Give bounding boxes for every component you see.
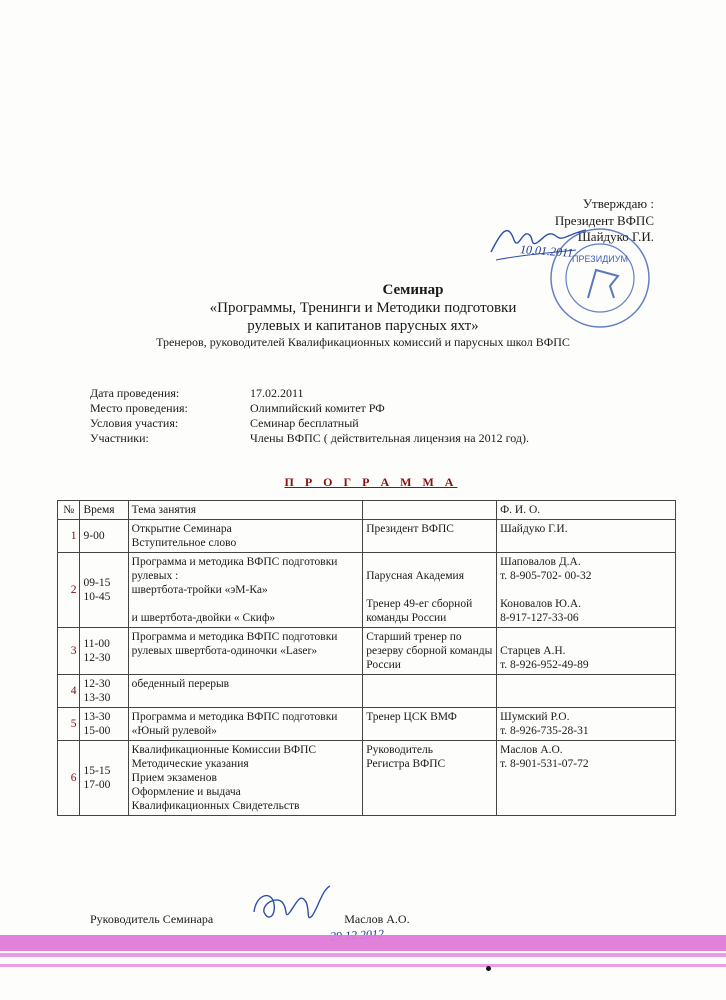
footer-role: Руководитель Семинара <box>90 912 214 926</box>
row-number: 6 <box>58 741 80 816</box>
row-time: 13-30 15-00 <box>80 708 128 741</box>
row-number: 2 <box>58 553 80 628</box>
header-empty <box>363 501 497 520</box>
program-table <box>57 500 676 816</box>
header-time: Время <box>80 501 128 520</box>
table-row <box>58 741 676 816</box>
row-number: 3 <box>58 628 80 675</box>
row-number: 5 <box>58 708 80 741</box>
info-label: Дата проведения: <box>90 386 180 400</box>
table-row <box>58 708 676 741</box>
seminar-title: Семинар <box>382 282 444 298</box>
row-time: 9-00 <box>80 520 128 553</box>
seminar-info <box>90 386 529 446</box>
info-label: Место проведения: <box>90 401 188 415</box>
row-number: 4 <box>58 675 80 708</box>
row-topic: Программа и методика ВФПС подготовки «Юный рулевой» <box>128 708 363 741</box>
approval-line-3: Шайдуко Г.И. <box>577 229 654 244</box>
row-presenter-name: Маслов А.О. т. 8-901-531-07-72 <box>497 741 676 816</box>
info-value: Члены ВФПС ( действительная лицензия на 2012 год). <box>250 431 529 445</box>
organizer-signature <box>246 882 336 937</box>
row-topic: Квалификационные Комиссии ВФПС Методические указания Прием экзаменов Оформление и выдача Квалификационных Свидетельств <box>128 741 363 816</box>
approval-handwritten-date: 10.01.2011 <box>519 242 574 260</box>
program-heading: П Р О Г Р А М М А <box>284 475 458 489</box>
info-label: Условия участия: <box>90 416 179 430</box>
row-presenter-name: Шаповалов Д.А. т. 8-905-702- 00-32 Коновалов Ю.А. 8-917-127-33-06 <box>497 553 676 628</box>
seminar-title-block <box>0 282 726 350</box>
scan-artifact-stripe <box>0 935 726 951</box>
info-value: Семинар бесплатный <box>250 416 359 430</box>
approval-line-1: Утверждаю : <box>582 196 654 211</box>
table-row <box>58 628 676 675</box>
scan-artifact-line <box>0 964 726 967</box>
row-time: 12-30 13-30 <box>80 675 128 708</box>
header-number: № <box>58 501 80 520</box>
scan-artifact-line <box>0 953 726 957</box>
info-value: Олимпийский комитет РФ <box>250 401 385 415</box>
info-row-conditions <box>90 416 529 431</box>
row-presenter-name: Старцев А.Н. т. 8-926-952-49-89 <box>497 628 676 675</box>
row-presenter-role: Тренер ЦСК ВМФ <box>363 708 497 741</box>
table-body <box>58 520 676 816</box>
seminar-title-line-1: «Программы, Тренинги и Методики подготовки <box>209 300 517 316</box>
table-header-row <box>58 501 676 520</box>
table-row <box>58 520 676 553</box>
header-fio: Ф. И. О. <box>497 501 676 520</box>
row-topic: Программа и методика ВФПС подготовки рулевых : швертбота-тройки «эМ-Ка» и швертбота-двойки « Скиф» <box>128 553 363 628</box>
seminar-subtitle: Тренеров, руководителей Квалификационных комиссий и парусных школ ВФПС <box>156 335 570 349</box>
row-presenter-name: Шайдуко Г.И. <box>497 520 676 553</box>
approval-line-2: Президент ВФПС <box>554 212 654 228</box>
seminar-title-line-2: рулевых и капитанов парусных яхт» <box>247 318 479 334</box>
row-topic: Открытие Семинара Вступительное слово <box>128 520 363 553</box>
header-topic: Тема занятия <box>128 501 363 520</box>
info-row-date <box>90 386 529 401</box>
row-time: 09-15 10-45 <box>80 553 128 628</box>
row-presenter-role: Старший тренер по резерву сборной команды России <box>363 628 497 675</box>
info-row-participants <box>90 431 529 446</box>
row-presenter-role: Парусная Академия Тренер 49-ег сборной команды России <box>363 553 497 628</box>
row-number: 1 <box>58 520 80 553</box>
row-presenter-name <box>497 675 676 708</box>
row-presenter-name: Шумский Р.О. т. 8-926-735-28-31 <box>497 708 676 741</box>
info-value: 17.02.2011 <box>250 386 304 400</box>
table-row <box>58 553 676 628</box>
row-presenter-role <box>363 675 497 708</box>
stamp-text: ПРЕЗИДИУМ <box>572 254 628 264</box>
row-presenter-role: Президент ВФПС <box>363 520 497 553</box>
info-label: Участники: <box>90 431 149 445</box>
row-topic: Программа и методика ВФПС подготовки рулевых швертбота-одиночки «Laser» <box>128 628 363 675</box>
row-presenter-role: Руководитель Регистра ВФПС <box>363 741 497 816</box>
row-time: 15-15 17-00 <box>80 741 128 816</box>
row-topic: обеденный перерыв <box>128 675 363 708</box>
info-row-place <box>90 401 529 416</box>
table-row <box>58 675 676 708</box>
row-time: 11-00 12-30 <box>80 628 128 675</box>
scan-artifact-dot <box>486 966 491 971</box>
footer-name: Маслов А.О. <box>344 912 410 926</box>
